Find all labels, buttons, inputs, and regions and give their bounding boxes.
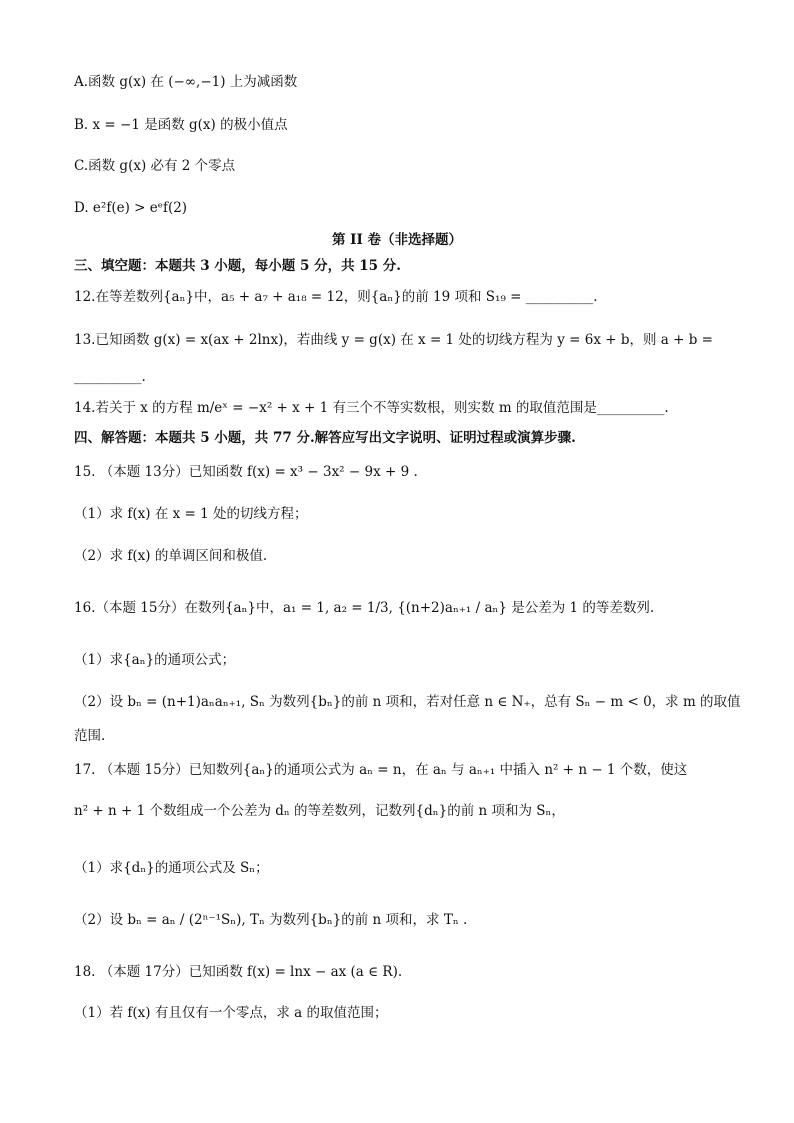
section4-title: 四、解答题：本题共 5 小题，共 77 分.解答应写出文字说明、证明过程或演算步骤. xyxy=(74,430,576,446)
question-18-part1: （1）若 f(x) 有且仅有一个零点，求 a 的取值范围； xyxy=(74,1005,388,1021)
question-18: 18. （本题 17分）已知函数 f(x) = lnx − ax (a ∈ R). xyxy=(74,964,403,980)
question-17-part2: （2）设 bₙ = aₙ / (2ⁿ⁻¹Sₙ), Tₙ 为数列{bₙ}的前 n 项和，求 Tₙ . xyxy=(74,912,468,928)
question-14: 14.若关于 x 的方程 m/eˣ = −x² + x + 1 有三个不等实数根，则实数 m 的取值范围是__________. xyxy=(74,400,669,416)
section3-title: 三、填空题：本题共 3 小题，每小题 5 分，共 15 分. xyxy=(74,258,401,274)
question-15: 15. （本题 13分）已知函数 f(x) = x³ − 3x² − 9x + 9 . xyxy=(74,464,418,480)
question-15-part2: （2）求 f(x) 的单调区间和极值. xyxy=(74,548,268,564)
part2-title: 第 II 卷（非选择题） xyxy=(331,232,463,248)
question-16-part2-cont: 范围. xyxy=(74,728,106,744)
question-16: 16.（本题 15分）在数列{aₙ}中，a₁ = 1, a₂ = 1/3, {(n+2)aₙ₊₁ / aₙ} 是公差为 1 的等差数列. xyxy=(74,600,655,616)
question-12: 12.在等差数列{aₙ}中，a₅ + a₇ + a₁₈ = 12，则{aₙ}的前 19 项和 S₁₉ = __________. xyxy=(74,289,598,305)
question-13-blank: __________. xyxy=(74,369,146,385)
question-15-part1: （1）求 f(x) 在 x = 1 处的切线方程； xyxy=(74,506,308,522)
question-16-part1: （1）求{aₙ}的通项公式； xyxy=(74,652,236,668)
question-17-cont: n² + n + 1 个数组成一个公差为 dₙ 的等差数列，记数列{dₙ}的前 n 项和为 Sₙ， xyxy=(74,803,565,819)
question-13: 13.已知函数 g(x) = x(ax + 2lnx)，若曲线 y = g(x) 在 x = 1 处的切线方程为 y = 6x + b，则 a + b = xyxy=(74,332,713,348)
option-d: D. e²f(e) > eᵉf(2) xyxy=(74,200,188,216)
option-a: A.函数 g(x) 在 (−∞,−1) 上为减函数 xyxy=(74,74,298,90)
question-16-part2: （2）设 bₙ = (n+1)aₙaₙ₊₁, Sₙ 为数列{bₙ}的前 n 项和，若对任意 n ∈ N₊，总有 Sₙ − m < 0，求 m 的取值 xyxy=(74,694,741,710)
question-17-part1: （1）求{dₙ}的通项公式及 Sₙ； xyxy=(74,860,269,876)
option-b: B. x = −1 是函数 g(x) 的极小值点 xyxy=(74,117,288,133)
question-17: 17. （本题 15分）已知数列{aₙ}的通项公式为 aₙ = n，在 aₙ 与 aₙ₊₁ 中插入 n² + n − 1 个数，使这 xyxy=(74,762,688,778)
option-c: C.函数 g(x) 必有 2 个零点 xyxy=(74,158,236,174)
